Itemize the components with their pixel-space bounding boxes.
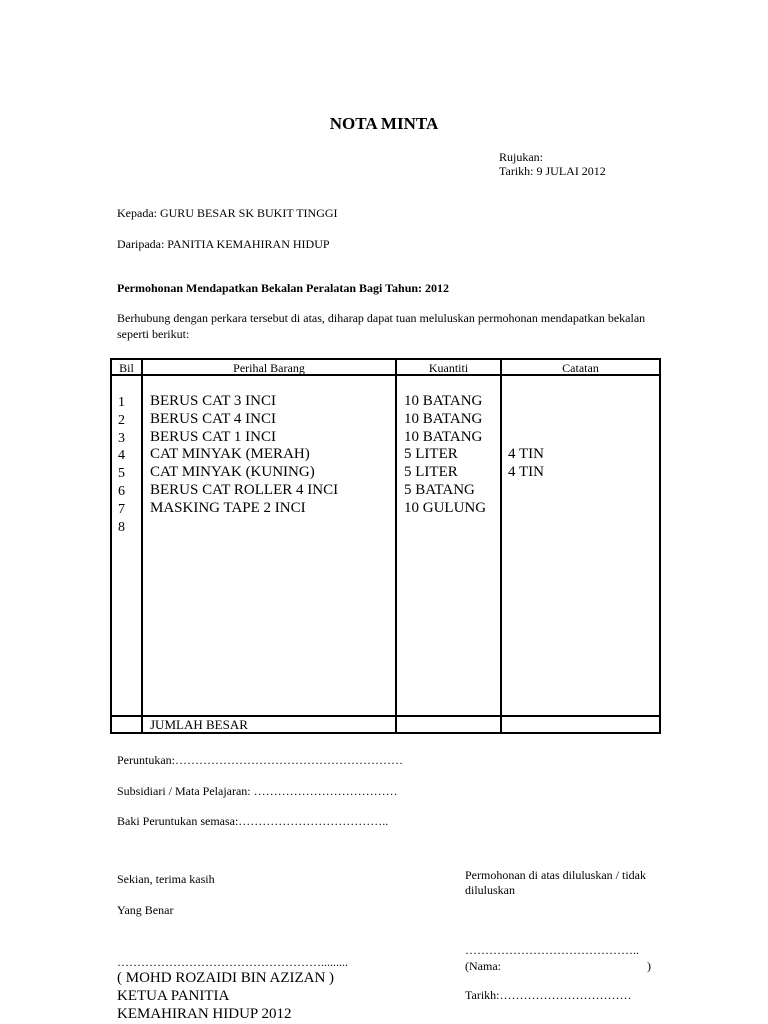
reference-label: Rujukan: [499,150,543,164]
notes-column [508,393,544,482]
request-table [110,358,661,734]
header-quantity: Kuantiti [428,361,469,375]
table-cell-notes [508,411,544,429]
table-divider [141,360,143,732]
approver-date-line: Tarikh:…………………………… [465,988,632,1002]
date-top: Tarikh: 9 JULAI 2012 [499,164,606,178]
table-cell-quantity: 5 LITER [404,446,458,463]
table-cell-item: MASKING TAPE 2 INCI [150,499,306,516]
table-cell-quantity: 5 BATANG [404,481,475,498]
table-cell-notes: 4 TIN [508,464,544,481]
table-cell-item: BERUS CAT 1 INCI [150,428,276,445]
salutation-line: Yang Benar [117,903,174,917]
table-cell-notes [508,429,544,447]
table-cell-quantity: 5 LITER [404,464,458,481]
balance-line: Baki Peruntukan semasa:……………………………….. [117,814,389,828]
table-cell-quantity: 10 BATANG [404,393,483,409]
sender-line: Daripada: PANITIA KEMAHIRAN HIDUP [117,237,330,251]
page-title: NOTA MINTA [329,114,439,133]
table-cell-notes: 4 TIN [508,446,544,463]
request-paragraph: Berhubung dengan perkara tersebut di atas, diharap dapat tuan meluluskan permohonan mendapatkan bekalan seperti berikut: [117,311,646,341]
table-divider [395,360,397,732]
approver-name-label: (Nama: [465,959,501,973]
table-cell-item: BERUS CAT 3 INCI [150,393,276,409]
signature-line: ……………………………………………......... [117,955,348,969]
closing-line: Sekian, terima kasih [117,872,215,886]
table-cell-quantity: 10 BATANG [404,428,483,445]
table-cell-bil: 1 [118,395,125,410]
bil-column [118,394,125,536]
header-bil: Bil [119,361,134,375]
table-cell-item: BERUS CAT ROLLER 4 INCI [150,481,339,498]
approver-signature-line: …………………………………….. [465,943,639,957]
signer-name: ( MOHD ROZAIDI BIN AZIZAN ) [117,970,335,986]
signer-unit: KEMAHIRAN HIDUP 2012 [117,1006,292,1022]
table-divider [500,360,502,732]
table-cell-item: BERUS CAT 4 INCI [150,410,276,427]
table-cell-bil: 7 [118,501,125,517]
table-cell-item: CAT MINYAK (KUNING) [150,464,315,481]
table-cell-bil: 4 [118,448,125,464]
quantity-column [404,393,486,518]
table-cell-quantity: 10 BATANG [404,410,483,427]
table-cell-notes [508,393,544,411]
table-cell-quantity: 10 GULUNG [404,499,487,516]
table-cell-bil: 2 [118,412,125,428]
subsidiary-line: Subsidiari / Mata Pelajaran: ……………………………… [117,784,398,798]
header-notes: Catatan [562,361,599,375]
recipient-line: Kepada: GURU BESAR SK BUKIT TINGGI [117,206,338,220]
table-cell-item: CAT MINYAK (MERAH) [150,446,310,463]
table-cell-bil: 8 [118,519,125,535]
subject-line: Permohonan Mendapatkan Bekalan Peralatan Bagi Tahun: 2012 [117,281,450,295]
approval-text: Permohonan di atas diluluskan / tidak diluluskan [465,868,646,897]
table-cell-bil: 3 [118,430,125,446]
signer-position: KETUA PANITIA [117,988,230,1004]
allocation-line: Peruntukan:………………………………………………… [117,753,403,767]
total-label: JUMLAH BESAR [150,717,248,732]
approver-name-close: ) [647,959,651,973]
table-cell-bil: 5 [118,466,125,482]
item-column [150,393,338,518]
header-item: Perihal Barang [233,361,305,375]
table-cell-bil: 6 [118,483,125,499]
